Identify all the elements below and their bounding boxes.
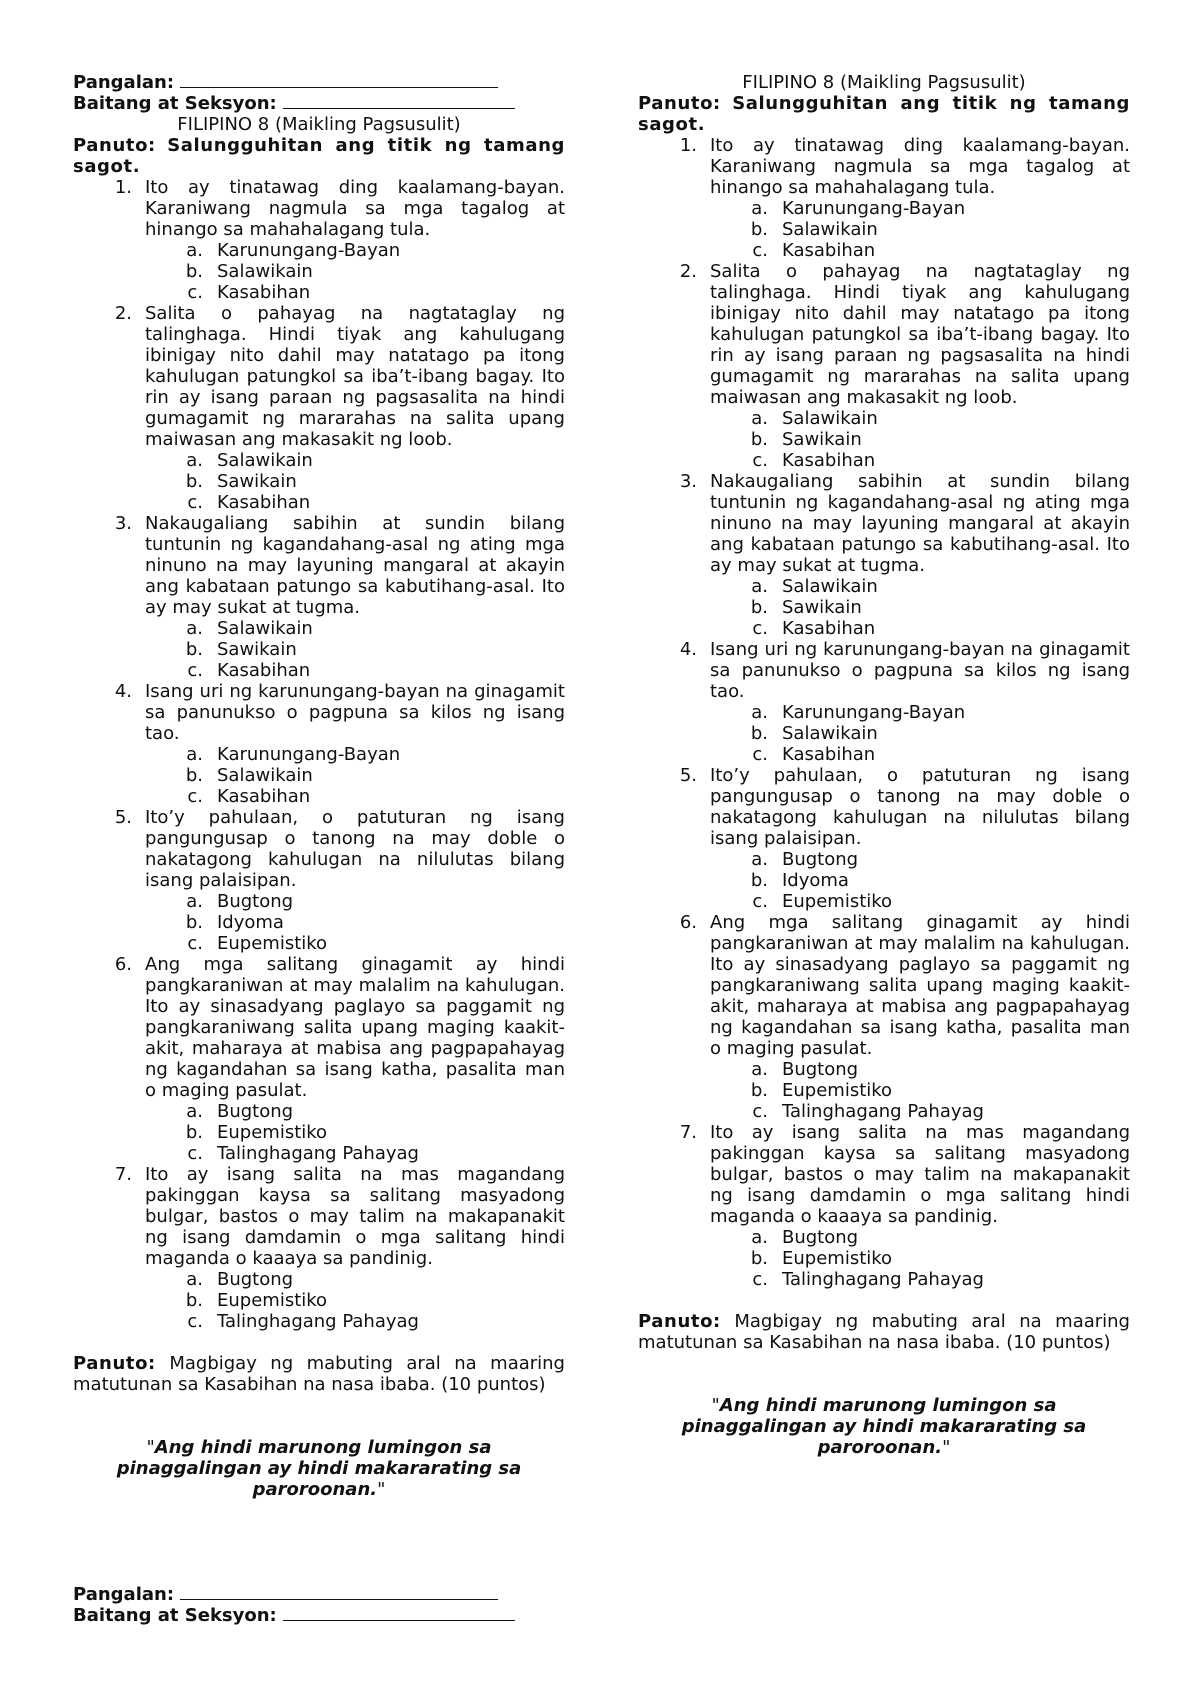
choice-text: Kasabihan xyxy=(217,660,311,681)
choice-letter: c. xyxy=(187,933,203,954)
answer-choice[interactable] xyxy=(710,744,1130,765)
question-text: Isang uri ng karunungang-bayan na ginagamit sa panunukso o pagpuna sa kilos ng isang tao. xyxy=(145,681,565,744)
question-item xyxy=(73,1164,565,1332)
question-number: 1. xyxy=(114,177,132,198)
choice-text: Talinghagang Pahayag xyxy=(782,1101,984,1122)
question-number: 3. xyxy=(679,471,697,492)
question-number: 7. xyxy=(679,1122,697,1143)
choice-text: Karunungang-Bayan xyxy=(217,744,401,765)
choice-letter: a. xyxy=(751,849,768,870)
choice-text: Salawikain xyxy=(217,450,313,471)
answer-choice[interactable] xyxy=(145,1311,565,1332)
choice-text: Kasabihan xyxy=(782,240,876,261)
question-body xyxy=(710,912,1130,1122)
instruction-text: Magbigay ng mabuting aral na maaring matutunan sa Kasabihan na nasa ibaba. (10 puntos) xyxy=(73,1353,565,1395)
question-list xyxy=(638,135,1130,1290)
name-blank-line[interactable] xyxy=(180,1585,498,1600)
choice-letter: c. xyxy=(187,282,203,303)
choice-letter: b. xyxy=(185,1290,203,1311)
question-text: Ito ay tinatawag ding kaalamang-bayan. Karaniwang nagmula sa mga tagalog at hinango sa mahahalagang tula. xyxy=(710,135,1130,198)
choice-text: Sawikain xyxy=(782,597,862,618)
choice-text: Eupemistiko xyxy=(217,1290,328,1311)
instruction-text: Salungguhitan ang titik ng tamang sagot. xyxy=(73,135,565,177)
answer-choice[interactable] xyxy=(710,219,1130,240)
answer-choice[interactable] xyxy=(145,618,565,639)
choice-text: Karunungang-Bayan xyxy=(782,702,966,723)
choice-letter: b. xyxy=(750,597,768,618)
choice-letter: c. xyxy=(752,618,768,639)
bottom-fields xyxy=(73,1584,565,1626)
proverb-quote xyxy=(73,1437,565,1500)
choice-letter: b. xyxy=(750,219,768,240)
choice-letter: a. xyxy=(186,240,203,261)
choice-text: Eupemistiko xyxy=(217,1122,328,1143)
answer-choice[interactable] xyxy=(710,576,1130,597)
answer-choice[interactable] xyxy=(145,261,565,282)
instruction-essay xyxy=(638,1311,1130,1353)
question-item xyxy=(73,513,565,681)
choice-text: Kasabihan xyxy=(217,786,311,807)
choice-letter: c. xyxy=(752,1101,768,1122)
question-text: Nakaugaliang sabihin at sundin bilang tuntunin ng kagandahang-asal ng ating mga ninuno na may layuning mangaral at akayin ang kabataan patungo sa kabutihang-asal. Ito ay may sukat at tugma. xyxy=(710,471,1130,576)
section-field xyxy=(73,93,565,114)
question-text: Ito’y pahulaan, o patuturan ng isang pangungusap o tanong na may doble o nakatagong kahulugan na nilulutas bilang isang palaisipan. xyxy=(145,807,565,891)
instruction-label: Panuto: xyxy=(73,135,156,156)
answer-choice[interactable] xyxy=(710,1059,1130,1080)
choice-text: Bugtong xyxy=(782,849,859,870)
choice-text: Sawikain xyxy=(217,639,297,660)
question-text: Ito’y pahulaan, o patuturan ng isang pangungusap o tanong na may doble o nakatagong kahulugan na nilulutas bilang isang palaisipan. xyxy=(710,765,1130,849)
section-label: Baitang at Seksyon: xyxy=(73,93,277,114)
question-body xyxy=(145,513,565,681)
choice-text: Kasabihan xyxy=(782,450,876,471)
quote-close-mark: " xyxy=(942,1437,951,1458)
choice-letter: b. xyxy=(750,870,768,891)
instruction-label: Panuto: xyxy=(638,93,721,114)
question-text: Ito ay isang salita na mas magandang pakinggan kaysa sa salitang masyadong bulgar, bastos o may talim na makapanakit ng isang damdamin o mga salitang hindi maganda o kaaaya sa pandinig. xyxy=(145,1164,565,1269)
name-field xyxy=(73,72,565,93)
answer-choice[interactable] xyxy=(145,492,565,513)
answer-choice[interactable] xyxy=(710,597,1130,618)
answer-choice[interactable] xyxy=(710,1248,1130,1269)
choice-text: Idyoma xyxy=(782,870,849,891)
question-item xyxy=(73,807,565,954)
right-column xyxy=(638,72,1130,1458)
choice-text: Eupemistiko xyxy=(217,933,328,954)
question-body xyxy=(710,471,1130,639)
choice-text: Eupemistiko xyxy=(782,891,893,912)
choice-letter: c. xyxy=(752,744,768,765)
answer-choice[interactable] xyxy=(710,408,1130,429)
choice-text: Salawikain xyxy=(782,408,878,429)
choice-letter: b. xyxy=(750,429,768,450)
question-text: Ang mga salitang ginagamit ay hindi pangkaraniwan at may malalim na kahulugan. Ito ay sinasadyang paglayo sa paggamit ng pangkaraniwang salita upang maging kaakit-akit, maharaya at mabisa ang pagpapahayag ng kagandahan sa isang katha, pasalita man o maging pasulat. xyxy=(145,954,565,1101)
name-blank-line[interactable] xyxy=(180,73,498,88)
instruction-underline xyxy=(638,93,1130,135)
choice-letter: a. xyxy=(186,744,203,765)
choice-letter: a. xyxy=(186,1101,203,1122)
choice-text: Salawikain xyxy=(782,219,878,240)
choice-letter: a. xyxy=(751,408,768,429)
quote-close-mark: " xyxy=(377,1479,386,1500)
answer-choice[interactable] xyxy=(710,1227,1130,1248)
question-body xyxy=(145,177,565,303)
choice-letter: a. xyxy=(186,450,203,471)
instruction-label: Panuto: xyxy=(638,1311,721,1332)
answer-choice[interactable] xyxy=(145,891,565,912)
answer-choice[interactable] xyxy=(145,933,565,954)
choice-letter: a. xyxy=(186,891,203,912)
section-label: Baitang at Seksyon: xyxy=(73,1605,277,1626)
answer-choice[interactable] xyxy=(710,702,1130,723)
question-text: Salita o pahayag na nagtataglay ng talinghaga. Hindi tiyak ang kahulugang ibinigay nito dahil may natatago pa itong kahulugan patungkol sa iba’t-ibang bagay. Ito rin ay isang paraan ng pagsasalita na hindi gumagamit ng mararahas na salita upang maiwasan ang makasakit ng loob. xyxy=(710,261,1130,408)
question-item xyxy=(638,261,1130,471)
choice-letter: b. xyxy=(185,261,203,282)
answer-choice[interactable] xyxy=(145,1101,565,1122)
proverb-text: Ang hindi marunong lumingon sa pinaggalingan ay hindi makararating sa paroroonan. xyxy=(681,1395,1087,1458)
choice-text: Bugtong xyxy=(782,1227,859,1248)
answer-choice[interactable] xyxy=(145,744,565,765)
answer-choice[interactable] xyxy=(145,786,565,807)
question-body xyxy=(145,681,565,807)
choice-text: Salawikain xyxy=(217,765,313,786)
question-number: 2. xyxy=(114,303,132,324)
choice-letter: b. xyxy=(185,765,203,786)
answer-choice[interactable] xyxy=(710,1080,1130,1101)
question-number: 2. xyxy=(679,261,697,282)
answer-choice[interactable] xyxy=(145,912,565,933)
question-item xyxy=(73,954,565,1164)
choice-text: Kasabihan xyxy=(217,492,311,513)
choice-text: Karunungang-Bayan xyxy=(217,240,401,261)
question-body xyxy=(710,639,1130,765)
question-body xyxy=(145,1164,565,1332)
choice-text: Talinghagang Pahayag xyxy=(217,1143,419,1164)
answer-choice[interactable] xyxy=(710,891,1130,912)
question-number: 7. xyxy=(114,1164,132,1185)
choice-text: Bugtong xyxy=(217,1101,294,1122)
quiz-title: FILIPINO 8 (Maikling Pagsusulit) xyxy=(177,114,461,135)
name-field xyxy=(73,1584,565,1605)
answer-choice[interactable] xyxy=(710,849,1130,870)
choice-letter: c. xyxy=(752,1269,768,1290)
instruction-underline xyxy=(73,135,565,177)
choice-letter: c. xyxy=(187,786,203,807)
choice-text: Bugtong xyxy=(782,1059,859,1080)
choice-text: Sawikain xyxy=(782,429,862,450)
question-item xyxy=(73,681,565,807)
question-number: 4. xyxy=(114,681,132,702)
question-item xyxy=(638,135,1130,261)
proverb-text: Ang hindi marunong lumingon sa pinaggalingan ay hindi makararating sa paroroonan. xyxy=(116,1437,522,1500)
answer-choice[interactable] xyxy=(710,198,1130,219)
answer-choice[interactable] xyxy=(145,1269,565,1290)
choice-letter: c. xyxy=(187,1143,203,1164)
choice-letter: b. xyxy=(750,723,768,744)
choice-text: Salawikain xyxy=(217,261,313,282)
choice-text: Bugtong xyxy=(217,891,294,912)
choice-letter: a. xyxy=(186,1269,203,1290)
answer-choice[interactable] xyxy=(145,1122,565,1143)
section-blank-line[interactable] xyxy=(283,1606,515,1621)
choice-letter: b. xyxy=(750,1248,768,1269)
question-text: Salita o pahayag na nagtataglay ng talinghaga. Hindi tiyak ang kahulugang ibinigay nito dahil may natatago pa itong kahulugan patungkol sa iba’t-ibang bagay. Ito rin ay isang paraan ng pagsasalita na hindi gumagamit ng mararahas na salita upang maiwasan ang makasakit ng loob. xyxy=(145,303,565,450)
choice-letter: a. xyxy=(186,618,203,639)
choice-letter: b. xyxy=(185,912,203,933)
choice-text: Salawikain xyxy=(782,723,878,744)
question-number: 1. xyxy=(679,135,697,156)
choice-letter: b. xyxy=(185,1122,203,1143)
choice-text: Karunungang-Bayan xyxy=(782,198,966,219)
question-body xyxy=(710,135,1130,261)
choice-text: Kasabihan xyxy=(782,618,876,639)
question-body xyxy=(710,765,1130,912)
question-item xyxy=(638,912,1130,1122)
question-number: 5. xyxy=(114,807,132,828)
question-item xyxy=(73,303,565,513)
choice-letter: c. xyxy=(752,240,768,261)
name-label: Pangalan: xyxy=(73,1584,175,1605)
question-body xyxy=(145,954,565,1164)
proverb-quote xyxy=(638,1395,1130,1458)
question-item xyxy=(638,471,1130,639)
answer-choice[interactable] xyxy=(145,660,565,681)
choice-text: Salawikain xyxy=(217,618,313,639)
answer-choice[interactable] xyxy=(145,240,565,261)
choice-letter: c. xyxy=(187,1311,203,1332)
choice-letter: c. xyxy=(187,660,203,681)
instruction-text: Salungguhitan ang titik ng tamang sagot. xyxy=(638,93,1130,135)
left-column xyxy=(73,72,565,1500)
choice-letter: a. xyxy=(751,702,768,723)
choice-text: Talinghagang Pahayag xyxy=(782,1269,984,1290)
choice-text: Kasabihan xyxy=(217,282,311,303)
name-label: Pangalan: xyxy=(73,72,175,93)
answer-choice[interactable] xyxy=(710,429,1130,450)
choice-letter: c. xyxy=(187,492,203,513)
choice-letter: b. xyxy=(185,639,203,660)
quote-open-mark: " xyxy=(146,1437,155,1458)
question-text: Nakaugaliang sabihin at sundin bilang tuntunin ng kagandahang-asal ng ating mga ninuno na may layuning mangaral at akayin ang kabataan patungo sa kabutihang-asal. Ito ay may sukat at tugma. xyxy=(145,513,565,618)
choice-letter: c. xyxy=(752,450,768,471)
answer-choice[interactable] xyxy=(145,765,565,786)
choice-letter: a. xyxy=(751,576,768,597)
instruction-text: Magbigay ng mabuting aral na maaring matutunan sa Kasabihan na nasa ibaba. (10 puntos) xyxy=(638,1311,1130,1353)
answer-choice[interactable] xyxy=(145,282,565,303)
question-text: Isang uri ng karunungang-bayan na ginagamit sa panunukso o pagpuna sa kilos ng isang tao. xyxy=(710,639,1130,702)
instruction-essay xyxy=(73,1353,565,1395)
answer-choice[interactable] xyxy=(710,1269,1130,1290)
choice-letter: a. xyxy=(751,1059,768,1080)
answer-choice[interactable] xyxy=(710,723,1130,744)
choice-text: Salawikain xyxy=(782,576,878,597)
question-text: Ang mga salitang ginagamit ay hindi pangkaraniwan at may malalim na kahulugan. Ito ay sinasadyang paglayo sa paggamit ng pangkaraniwang salita upang maging kaakit-akit, maharaya at mabisa ang pagpapahayag ng kagandahan sa isang katha, pasalita man o maging pasulat. xyxy=(710,912,1130,1059)
question-body xyxy=(145,807,565,954)
choice-letter: b. xyxy=(750,1080,768,1101)
choice-text: Eupemistiko xyxy=(782,1080,893,1101)
answer-choice[interactable] xyxy=(145,450,565,471)
choice-text: Talinghagang Pahayag xyxy=(217,1311,419,1332)
question-item xyxy=(638,1122,1130,1290)
question-number: 4. xyxy=(679,639,697,660)
answer-choice[interactable] xyxy=(710,1101,1130,1122)
question-list xyxy=(73,177,565,1332)
question-body xyxy=(710,1122,1130,1290)
section-blank-line[interactable] xyxy=(283,94,515,109)
choice-letter: b. xyxy=(185,471,203,492)
choice-text: Eupemistiko xyxy=(782,1248,893,1269)
answer-choice[interactable] xyxy=(145,1143,565,1164)
question-body xyxy=(145,303,565,513)
choice-letter: c. xyxy=(752,891,768,912)
choice-letter: a. xyxy=(751,198,768,219)
choice-letter: a. xyxy=(751,1227,768,1248)
question-number: 5. xyxy=(679,765,697,786)
question-text: Ito ay isang salita na mas magandang pakinggan kaysa sa salitang masyadong bulgar, bastos o may talim na makapanakit ng isang damdamin o mga salitang hindi maganda o kaaaya sa pandinig. xyxy=(710,1122,1130,1227)
answer-choice[interactable] xyxy=(710,450,1130,471)
answer-choice[interactable] xyxy=(145,1290,565,1311)
question-body xyxy=(710,261,1130,471)
answer-choice[interactable] xyxy=(710,240,1130,261)
answer-choice[interactable] xyxy=(710,618,1130,639)
choice-text: Sawikain xyxy=(217,471,297,492)
section-field xyxy=(73,1605,565,1626)
instruction-label: Panuto: xyxy=(73,1353,156,1374)
quiz-title: FILIPINO 8 (Maikling Pagsusulit) xyxy=(742,72,1026,93)
choice-text: Bugtong xyxy=(217,1269,294,1290)
choice-text: Kasabihan xyxy=(782,744,876,765)
answer-choice[interactable] xyxy=(710,870,1130,891)
answer-choice[interactable] xyxy=(145,471,565,492)
question-item xyxy=(638,639,1130,765)
question-text: Ito ay tinatawag ding kaalamang-bayan. Karaniwang nagmula sa mga tagalog at hinango sa mahahalagang tula. xyxy=(145,177,565,240)
quote-open-mark: " xyxy=(711,1395,720,1416)
question-item xyxy=(73,177,565,303)
choice-text: Idyoma xyxy=(217,912,284,933)
question-number: 6. xyxy=(114,954,132,975)
answer-choice[interactable] xyxy=(145,639,565,660)
question-number: 6. xyxy=(679,912,697,933)
question-number: 3. xyxy=(114,513,132,534)
question-item xyxy=(638,765,1130,912)
